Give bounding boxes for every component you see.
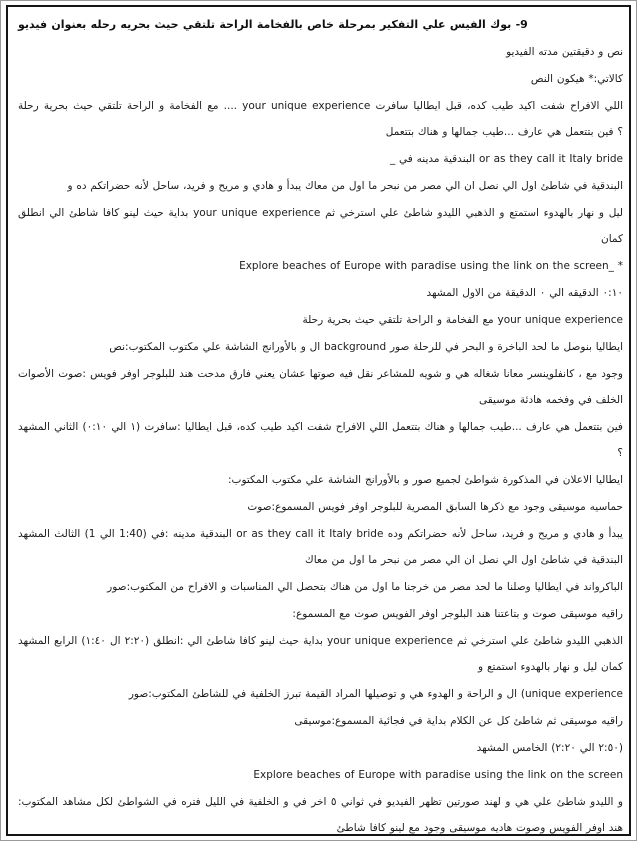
paragraph-16 (18, 574, 623, 600)
paragraph-9 (18, 307, 623, 333)
arabic-text-run: المسموع: مع صوت الفويس اوفر البلوجر هند بتاعتنا و صوت موسيقى راقيه (292, 608, 623, 620)
paragraph-12 (18, 414, 623, 466)
latin-text-run: or as they call it Italy bride (479, 153, 623, 165)
arabic-text-run: المشهد الثاني (٠:١٠ الي ١) :سافرت ايطاليا قبل كده، طيب اكيد شفت الافراح اللي بتتعمل هناك و جمالها ...طيب عارف هي بتتعمل فين ؟ (18, 421, 623, 459)
arabic-text-run: المسموع:موسيقى فجائية في بداية الكلام عن كل شاطئ ثم موسيقى راقيه (294, 715, 623, 727)
arabic-text-run: وده حضراتكم لأنه ساحل فريد، و مريح و هادي و يبدأ معاك من اول ما نبحر من مصر الي ان نصل الي اول شاطئ في البندقية (305, 528, 623, 566)
arabic-text-run: المكتوب:صور من الافراح و المناسبات الي بتحصل هناك من اول ما خرجنا من مصر لحد ما وصلنا ايطاليا في الباكرواند (107, 581, 623, 593)
latin-text-run: or as they call it Italy bride (236, 528, 384, 540)
arabic-text-run: المشهد الاول من الدقيقة ٠ الي الدقيقه ٠:١٠ (426, 287, 623, 299)
paragraph-11 (18, 361, 623, 413)
latin-text-run: your unique experience (193, 207, 321, 219)
paragraph-2 (18, 66, 623, 92)
paragraph-20 (18, 708, 623, 734)
arabic-text-run: _ في مدينه البندقية (389, 153, 476, 165)
arabic-text-run: انطلق الي شاطئ كافا لينو حيث بداية (18, 207, 189, 219)
arabic-text-run: المشهد الخامس (٢:٢٠ الي ٢:٥٠) (476, 742, 623, 754)
arabic-text-run: المشهد الرابع (١:٤٠ ال ٢:٢٠) :انطلق الي شاطئ كافا لينو حيث بداية (18, 635, 323, 647)
arabic-text-run: المكتوب:نص مكتوب علي الشاشة بالأورانج و ال (109, 341, 321, 353)
arabic-text-run: المسموع:صوت فويس اوفر للبلوجر المصرية السابق ذكرها مع وجود موسيقى حماسيه (247, 501, 623, 513)
arabic-text-run: سافرت ايطاليا قبل كده، طيب اكيد شفت الافراح اللي بتتعمل هناك و جمالها ...طيب عارف هي بتتعمل فين ؟ (375, 100, 624, 138)
paragraph-18 (18, 628, 623, 680)
arabic-text-run: المكتوب: مكتوب علي الشاشة بالأورانج و صور لجميع شواطئ المذكورة في الاعلان ايطاليا (228, 474, 623, 486)
paragraph-14 (18, 494, 623, 520)
paragraph-21 (18, 735, 623, 761)
paragraph-19 (18, 681, 623, 707)
arabic-text-run: المشهد الثالث (1 الي 1:40) :في مدينه البندقية (18, 528, 232, 540)
latin-text-run: Explore beaches of Europe with paradise using the link on the screen_ * (239, 260, 623, 272)
arabic-text-run: الفيديو مدته دقيقتين و نص (506, 46, 623, 58)
arabic-text-run: و ده حضراتكم لأنه ساحل فريد، و مريح و هادي و يبدأ معاك من اول ما نبحر من مصر الي ان نصل الي اول شاطئ في البندقية (67, 180, 623, 192)
latin-text-run: Explore beaches of Europe with paradise using the link on the screen (253, 769, 623, 781)
arabic-text-run: المكتوب: مشاهد لكل الشواطئ في فتره الليل في الخلفية و في اخر ٥ ثواني في الفيديو تظهر صورتين لهند و هي علي شاطئ الليدو و شاطئ كافا لينو مع وجود موسيقى هاديه وصوت الفويس اوفر هند (18, 796, 623, 834)
arabic-text-run: صور للرحلة في البحر و الباخرة لحد ما بنوصل ايطاليا (389, 341, 623, 353)
paragraph-4 (18, 146, 623, 172)
paragraph-17 (18, 601, 623, 627)
arabic-text-run: رحلة بحرية حيث تلتقي الراحة و الفخامة مع (302, 314, 494, 326)
paragraph-8 (18, 280, 623, 306)
paragraph-23 (18, 789, 623, 836)
paragraph-6 (18, 200, 623, 252)
arabic-text-run: فيديو بعنوان رحله بحريه حيث تلتقي الراحة بالفخامة خاص بمرحلة التفكير علي الفيس بوك -9 (18, 18, 528, 31)
arabic-text-run: النص هيكون كالاتي:* (530, 73, 623, 85)
paragraph-15 (18, 521, 623, 573)
paragraph-22 (18, 762, 623, 788)
document-title (18, 12, 623, 38)
latin-text-run: background (324, 341, 387, 353)
document-content (18, 12, 623, 836)
arabic-text-run: الأصوات :صوت فويس اوفر للبلوجر هند مدحت فارق يعني عشان صوتها فيه نقل للمشاعر شويه و هي شغاله معانا كانفلوينسر ، مع وجود موسيقى هادئة وفخمه في الخلف (18, 368, 623, 406)
arabic-text-run: المكتوب:صور للشاطئ في الخلفية تبرز القيمة المراد توصيلها و هي الهدوء و الراحة و ال (128, 688, 518, 700)
latin-text-run: your unique experience (242, 100, 371, 112)
paragraph-10 (18, 334, 623, 360)
paragraph-3 (18, 93, 623, 145)
arabic-text-run: ثم استرخي علي شاطئ الليدو الذهبي و استمتع بالهدوء نهار و ليل كمان (325, 207, 624, 245)
paragraph-1 (18, 39, 623, 65)
latin-text-run: (unique experience (520, 688, 623, 700)
latin-text-run: your unique experience (327, 635, 453, 647)
page-border (6, 5, 631, 836)
paragraph-7 (18, 253, 623, 279)
latin-text-run: your unique experience (497, 314, 623, 326)
paragraph-13 (18, 467, 623, 493)
arabic-text-run: رحلة بحرية حيث تلتقي الراحة و الفخامة مع .... (18, 100, 237, 112)
arabic-text-run: ثم استرخي علي شاطئ الليدو الذهبي و استمتع بالهدوء نهار و ليل كمان (456, 635, 624, 673)
paragraph-5 (18, 173, 623, 199)
